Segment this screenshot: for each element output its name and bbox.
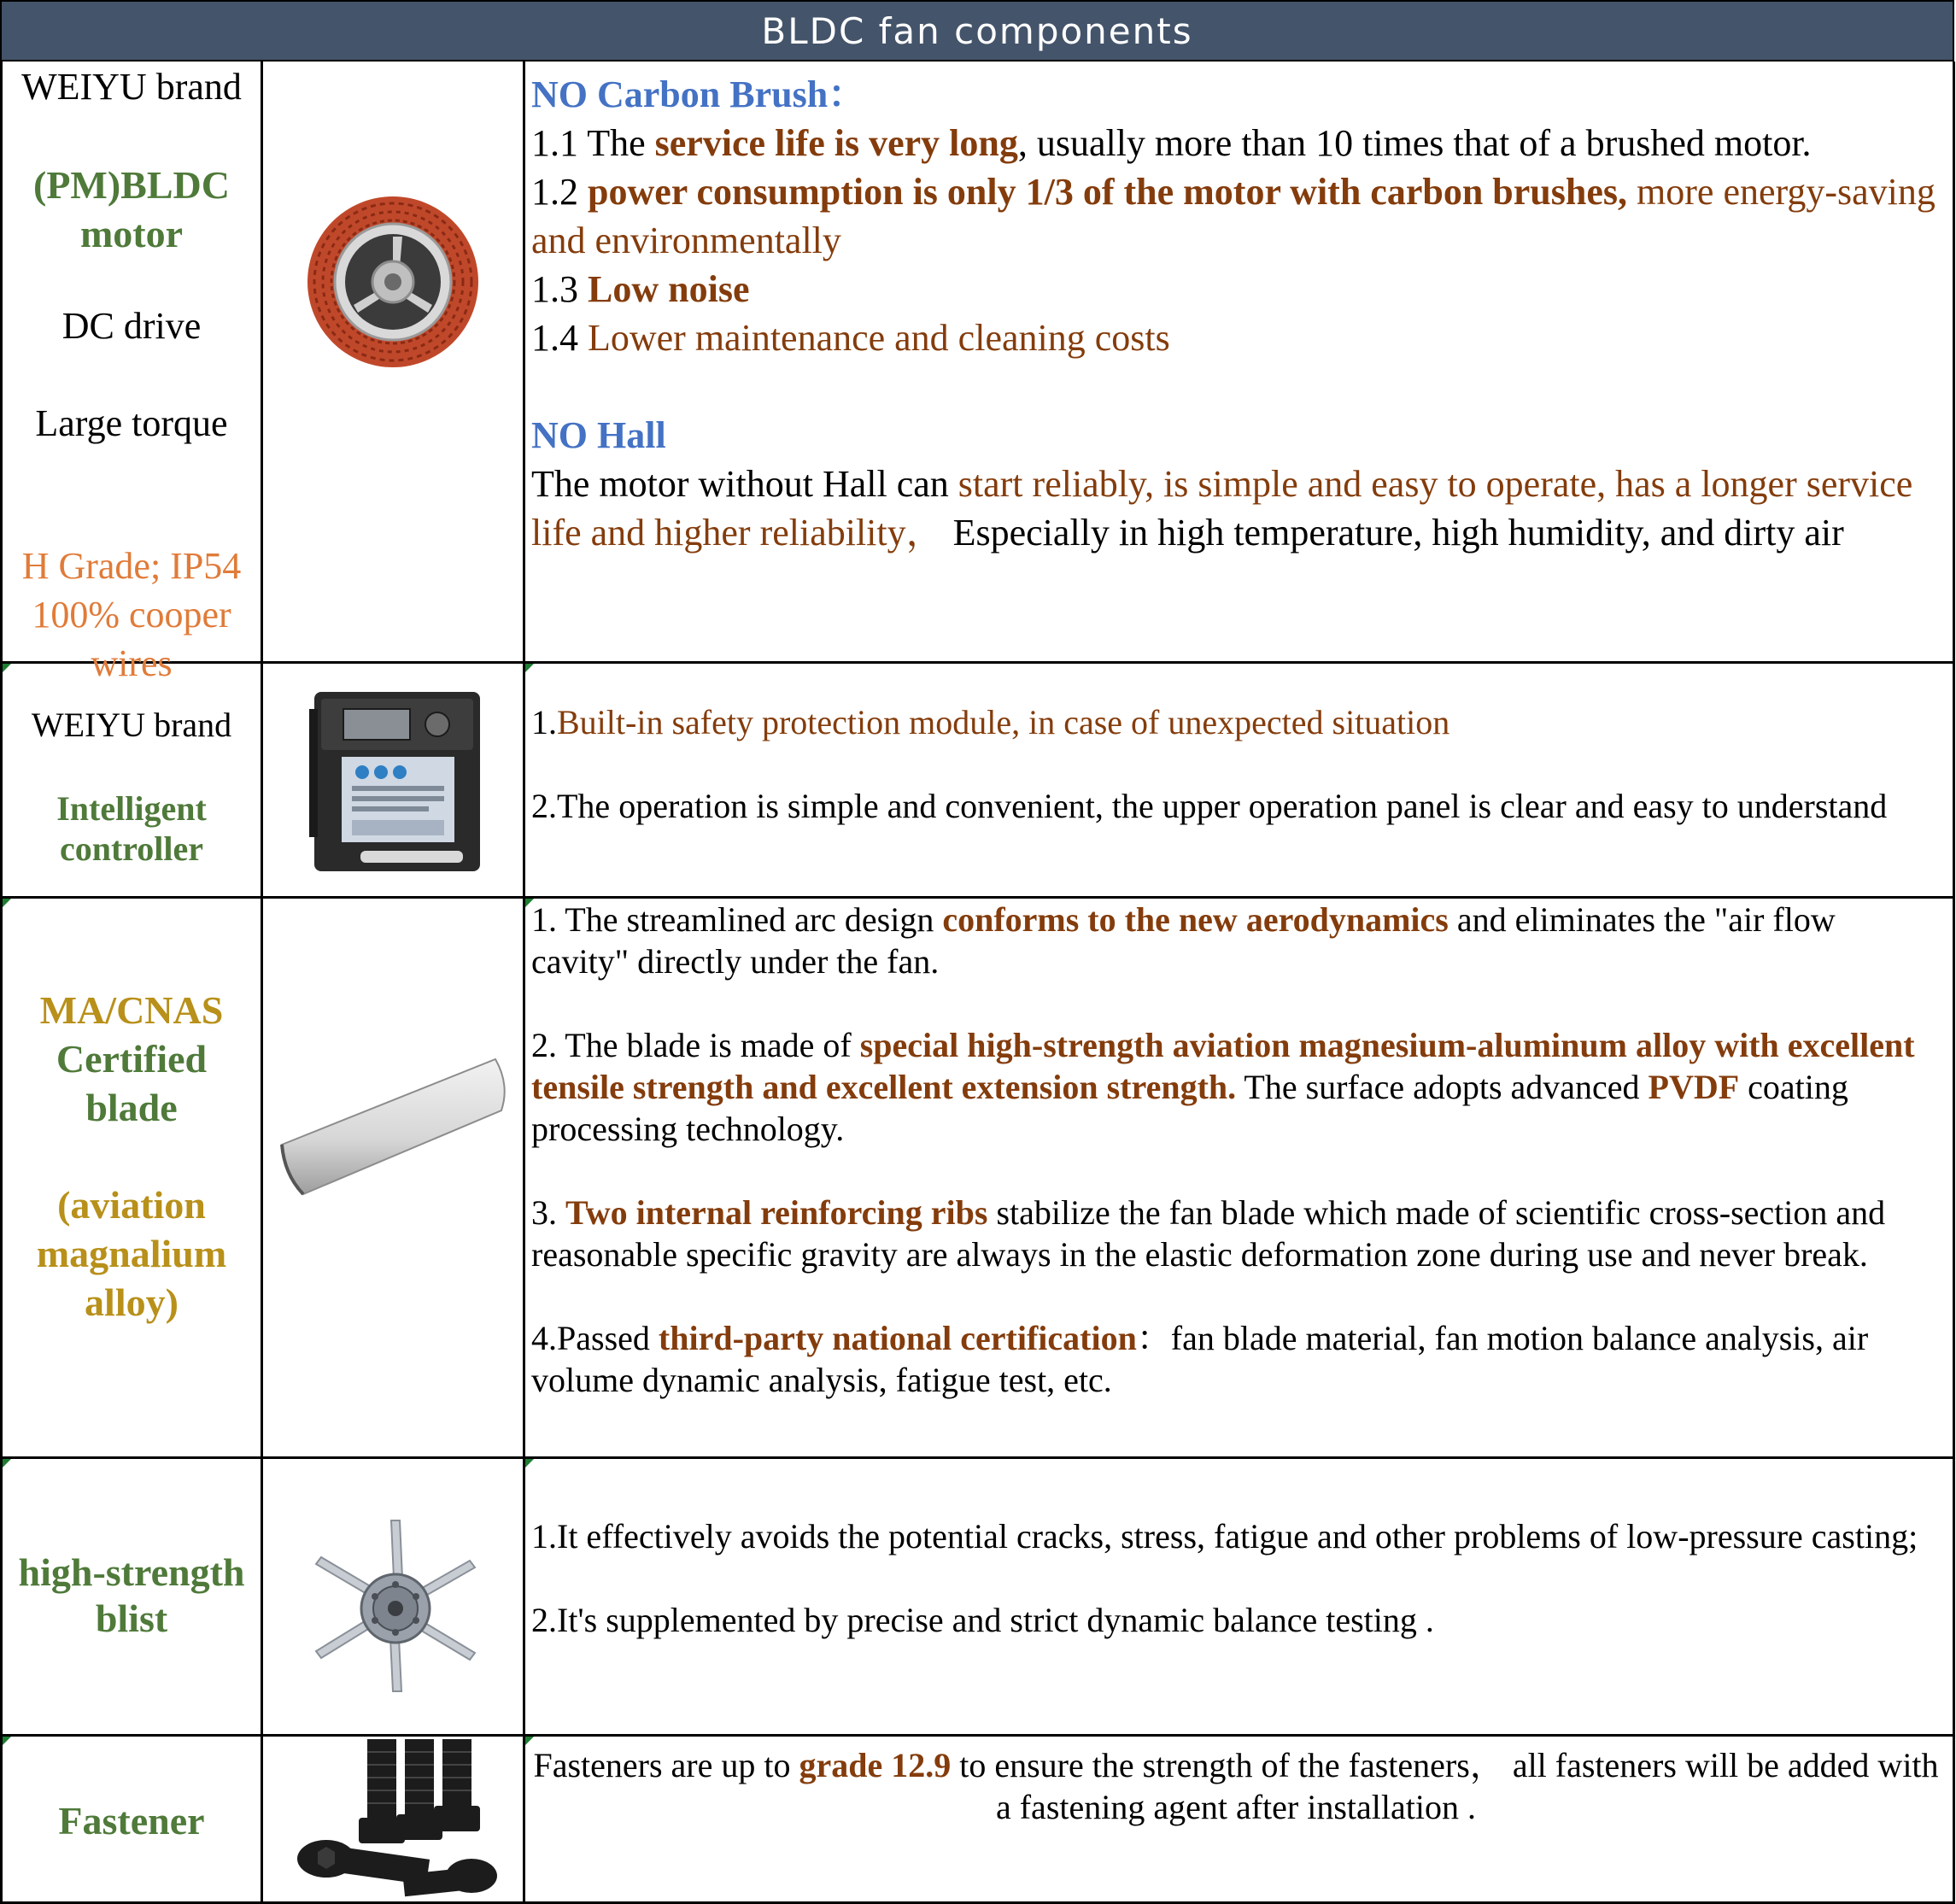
motor-point-1-2-suffix: more energy-saving and environmentally bbox=[531, 171, 1936, 261]
motor-wiring-cut: wires bbox=[91, 642, 173, 684]
controller-box-icon bbox=[309, 683, 485, 876]
motor-point-1-2-prefix: 1.2 bbox=[531, 171, 588, 213]
blade-point-3-highlight: Two internal reinforcing ribs bbox=[565, 1193, 988, 1232]
fan-blade-icon bbox=[278, 1051, 512, 1204]
spacer bbox=[531, 1150, 1941, 1192]
no-hall-highlight: start reliably, is simple and easy to operate, has a longer service life and higher reliability， bbox=[531, 463, 1913, 554]
controller-brand: WEIYU brand bbox=[31, 706, 232, 744]
fastener-text-prefix: Fasteners are up to bbox=[533, 1746, 799, 1784]
row-divider bbox=[0, 1456, 1954, 1459]
motor-point-1-4-highlight: Lower maintenance and cleaning costs bbox=[588, 317, 1170, 359]
controller-point-1 bbox=[531, 702, 1941, 743]
blist-point-1: 1.It effectively avoids the potential cracks, stress, fatigue and other problems of low-pressure casting; bbox=[531, 1517, 1918, 1555]
fan-hub-icon bbox=[292, 1516, 501, 1696]
blist-label bbox=[3, 1550, 261, 1642]
blade-point-3 bbox=[531, 1192, 1941, 1275]
table-header bbox=[0, 0, 1954, 62]
blade-point-1-prefix: 1. The streamlined arc design bbox=[531, 900, 943, 939]
blist-label-line2: blist bbox=[95, 1596, 168, 1640]
motor-torque: Large torque bbox=[35, 402, 228, 444]
motor-point-1-3-highlight: Low noise bbox=[588, 268, 750, 310]
blade-point-4-highlight: third-party national certification bbox=[658, 1319, 1137, 1357]
controller-description bbox=[531, 702, 1941, 827]
motor-type-line2: motor bbox=[79, 212, 184, 255]
column-divider bbox=[523, 62, 525, 1904]
blade-certified: Certified bbox=[56, 1037, 208, 1081]
controller-name-line1: Intelligent bbox=[56, 789, 207, 828]
cell-marker bbox=[525, 1459, 534, 1468]
controller-point-1-highlight: Built-in safety protection module, in case of unexpected situation bbox=[557, 703, 1450, 741]
controller-point-1-prefix: 1. bbox=[531, 703, 557, 741]
motor-type-line1: (PM)BLDC bbox=[33, 163, 230, 207]
fastener-description bbox=[531, 1744, 1941, 1828]
motor-grade-line: H Grade; IP54 bbox=[21, 545, 242, 587]
fastener-text bbox=[531, 1744, 1941, 1828]
blade-cert-label bbox=[3, 986, 261, 1132]
blade-point-2-highlight: special high-strength aviation magnesium-aluminum alloy with excellent tensile strength and excellent extension strength. bbox=[531, 1026, 1915, 1106]
column-divider bbox=[261, 62, 263, 1904]
carbon-brush-heading bbox=[531, 70, 1941, 119]
table-right-border bbox=[1953, 62, 1955, 1904]
spacer bbox=[531, 1557, 1941, 1599]
blade-image bbox=[278, 1051, 512, 1204]
blade-label-cell bbox=[3, 899, 261, 1456]
row-divider bbox=[0, 661, 1954, 664]
motor-point-1-1-suffix: , usually more than 10 times that of a brushed motor. bbox=[1017, 122, 1812, 164]
fastener-image bbox=[292, 1739, 507, 1900]
motor-point-1-4 bbox=[531, 313, 1941, 362]
bolts-icon bbox=[292, 1739, 507, 1900]
no-hall-heading: NO Hall bbox=[531, 414, 666, 456]
blade-material-label bbox=[3, 1180, 261, 1327]
controller-image bbox=[309, 683, 485, 876]
controller-point-2: 2.The operation is simple and convenient, the upper operation panel is clear and easy to understand bbox=[531, 787, 1888, 825]
blade-point-1-suffix: and eliminates the "air flow cavity" directly under the fan. bbox=[531, 900, 1836, 981]
motor-description bbox=[531, 70, 1941, 557]
blade-point-2-prefix: 2. The blade is made of bbox=[531, 1026, 860, 1064]
blade-point-1-highlight: conforms to the new aerodynamics bbox=[942, 900, 1449, 939]
motor-point-1-1 bbox=[531, 119, 1941, 167]
blade-point-3-suffix: stabilize the fan blade which made of scientific cross-section and reasonable specific gravity are always in the elastic deformation zone during use and never break. bbox=[531, 1193, 1886, 1274]
motor-drive: DC drive bbox=[61, 305, 202, 347]
motor-point-1-3-prefix: 1.3 bbox=[531, 268, 588, 310]
spacer bbox=[531, 743, 1941, 786]
motor-label-cell bbox=[3, 62, 261, 684]
page-title: BLDC fan components bbox=[761, 10, 1193, 52]
blade-material-line1: (aviation bbox=[57, 1183, 206, 1227]
motor-stator-image bbox=[303, 192, 483, 372]
carbon-brush-title: NO Carbon Brush bbox=[531, 73, 829, 115]
motor-point-1-2 bbox=[531, 167, 1941, 265]
no-hall-prefix: The motor without Hall can bbox=[531, 463, 958, 505]
fastener-text-suffix: to ensure the strength of the fasteners， all fasteners will be added with a fastening agent after installation . bbox=[951, 1746, 1939, 1826]
no-hall-text bbox=[531, 460, 1941, 557]
blade-point-3-prefix: 3. bbox=[531, 1193, 565, 1232]
fastener-label-cell bbox=[3, 1737, 261, 1901]
spacer bbox=[531, 982, 1941, 1024]
row-divider bbox=[0, 1734, 1954, 1737]
fastener-grade: grade 12.9 bbox=[799, 1746, 952, 1784]
blist-label-line1: high-strength bbox=[18, 1550, 245, 1594]
blade-point-1 bbox=[531, 899, 1941, 982]
carbon-brush-colon: ： bbox=[828, 73, 866, 115]
blist-label-cell bbox=[3, 1459, 261, 1734]
blist-point-2: 2.It's supplemented by precise and strict dynamic balance testing . bbox=[531, 1601, 1434, 1639]
motor-point-1-2-highlight: power consumption is only 1/3 of the motor with carbon brushes, bbox=[588, 171, 1628, 213]
spacer bbox=[531, 1275, 1941, 1317]
blade-cert: MA/CNAS bbox=[39, 988, 224, 1032]
blade-point-4-prefix: 4.Passed bbox=[531, 1319, 659, 1357]
stator-icon bbox=[303, 192, 483, 372]
motor-point-1-3 bbox=[531, 265, 1941, 313]
blade-material-line2: magnalium bbox=[36, 1232, 227, 1275]
motor-wiring-line: 100% cooper bbox=[32, 594, 231, 636]
blade-point-2-pvdf: PVDF bbox=[1648, 1068, 1740, 1106]
blade-description bbox=[531, 899, 1941, 1401]
blade-point-4-suffix: ：fan blade material, fan motion balance analysis, air volume dynamic analysis, fatigue test, etc. bbox=[531, 1319, 1869, 1399]
cell-marker bbox=[525, 664, 534, 672]
controller-label-cell bbox=[3, 664, 261, 896]
blade-point-2 bbox=[531, 1024, 1941, 1150]
blist-description bbox=[531, 1515, 1941, 1641]
motor-point-1-1-highlight: service life is very long bbox=[654, 122, 1018, 164]
blade-point-2-suffix: coating processing technology. bbox=[531, 1068, 1848, 1148]
motor-brand: WEIYU brand bbox=[21, 66, 242, 108]
blade-word: blade bbox=[85, 1086, 178, 1129]
motor-point-1-1-prefix: 1.1 The bbox=[531, 122, 655, 164]
blade-material-line3: alloy) bbox=[85, 1280, 179, 1324]
blade-point-4 bbox=[531, 1317, 1941, 1401]
motor-point-1-4-prefix: 1.4 bbox=[531, 317, 588, 359]
motor-type bbox=[3, 161, 261, 258]
spacer bbox=[531, 362, 1941, 411]
blist-image bbox=[292, 1516, 501, 1696]
no-hall-suffix: Especially in high temperature, high humidity, and dirty air bbox=[943, 512, 1844, 554]
fastener-label: Fastener bbox=[58, 1799, 205, 1842]
controller-name-line2: controller bbox=[59, 829, 204, 868]
blade-point-2-mid: The surface adopts advanced bbox=[1236, 1068, 1649, 1106]
controller-name bbox=[3, 788, 261, 869]
